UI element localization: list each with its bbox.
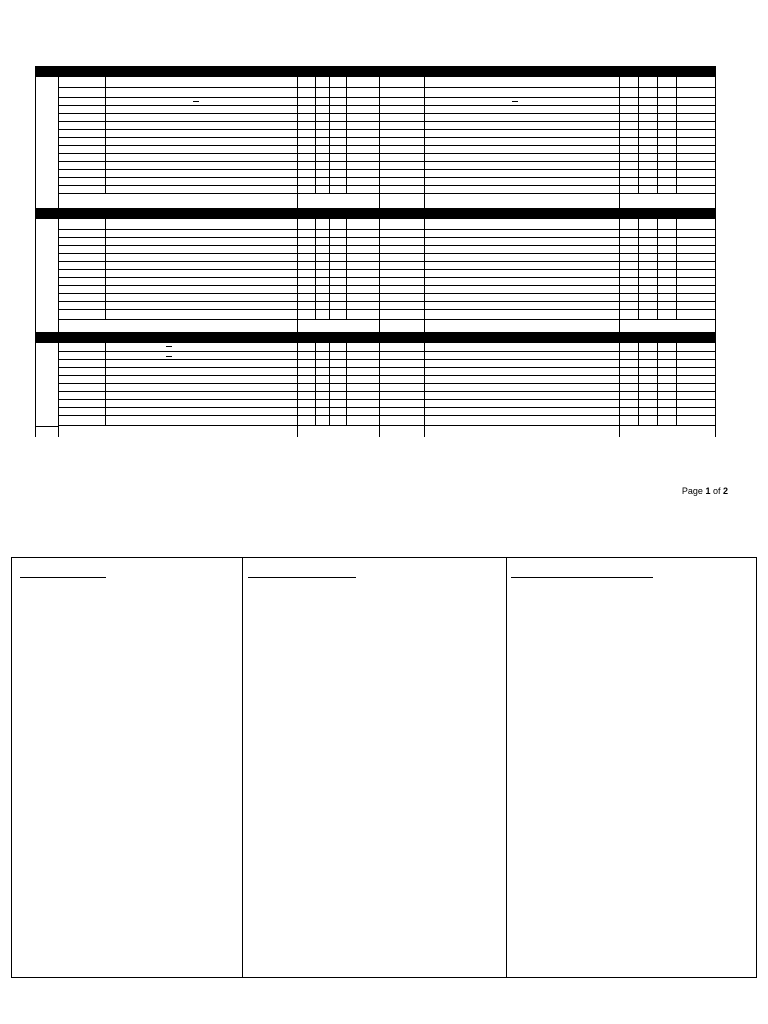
box-right-heading-line [511, 577, 653, 578]
section-3-header-bar [35, 332, 716, 343]
page-of: of [710, 486, 723, 496]
box-left-heading-line [20, 577, 106, 578]
page-current: 1 [705, 486, 711, 496]
page-total: 2 [722, 486, 728, 496]
notes-boxes [11, 557, 757, 978]
page-number [682, 486, 728, 496]
box-left [12, 558, 242, 977]
section-1-header-bar [35, 66, 716, 77]
box-right [506, 558, 757, 977]
box-middle-heading-line [248, 577, 356, 578]
box-middle [242, 558, 507, 977]
section-2-header-bar [35, 208, 716, 219]
page-prefix: Page [681, 486, 706, 496]
